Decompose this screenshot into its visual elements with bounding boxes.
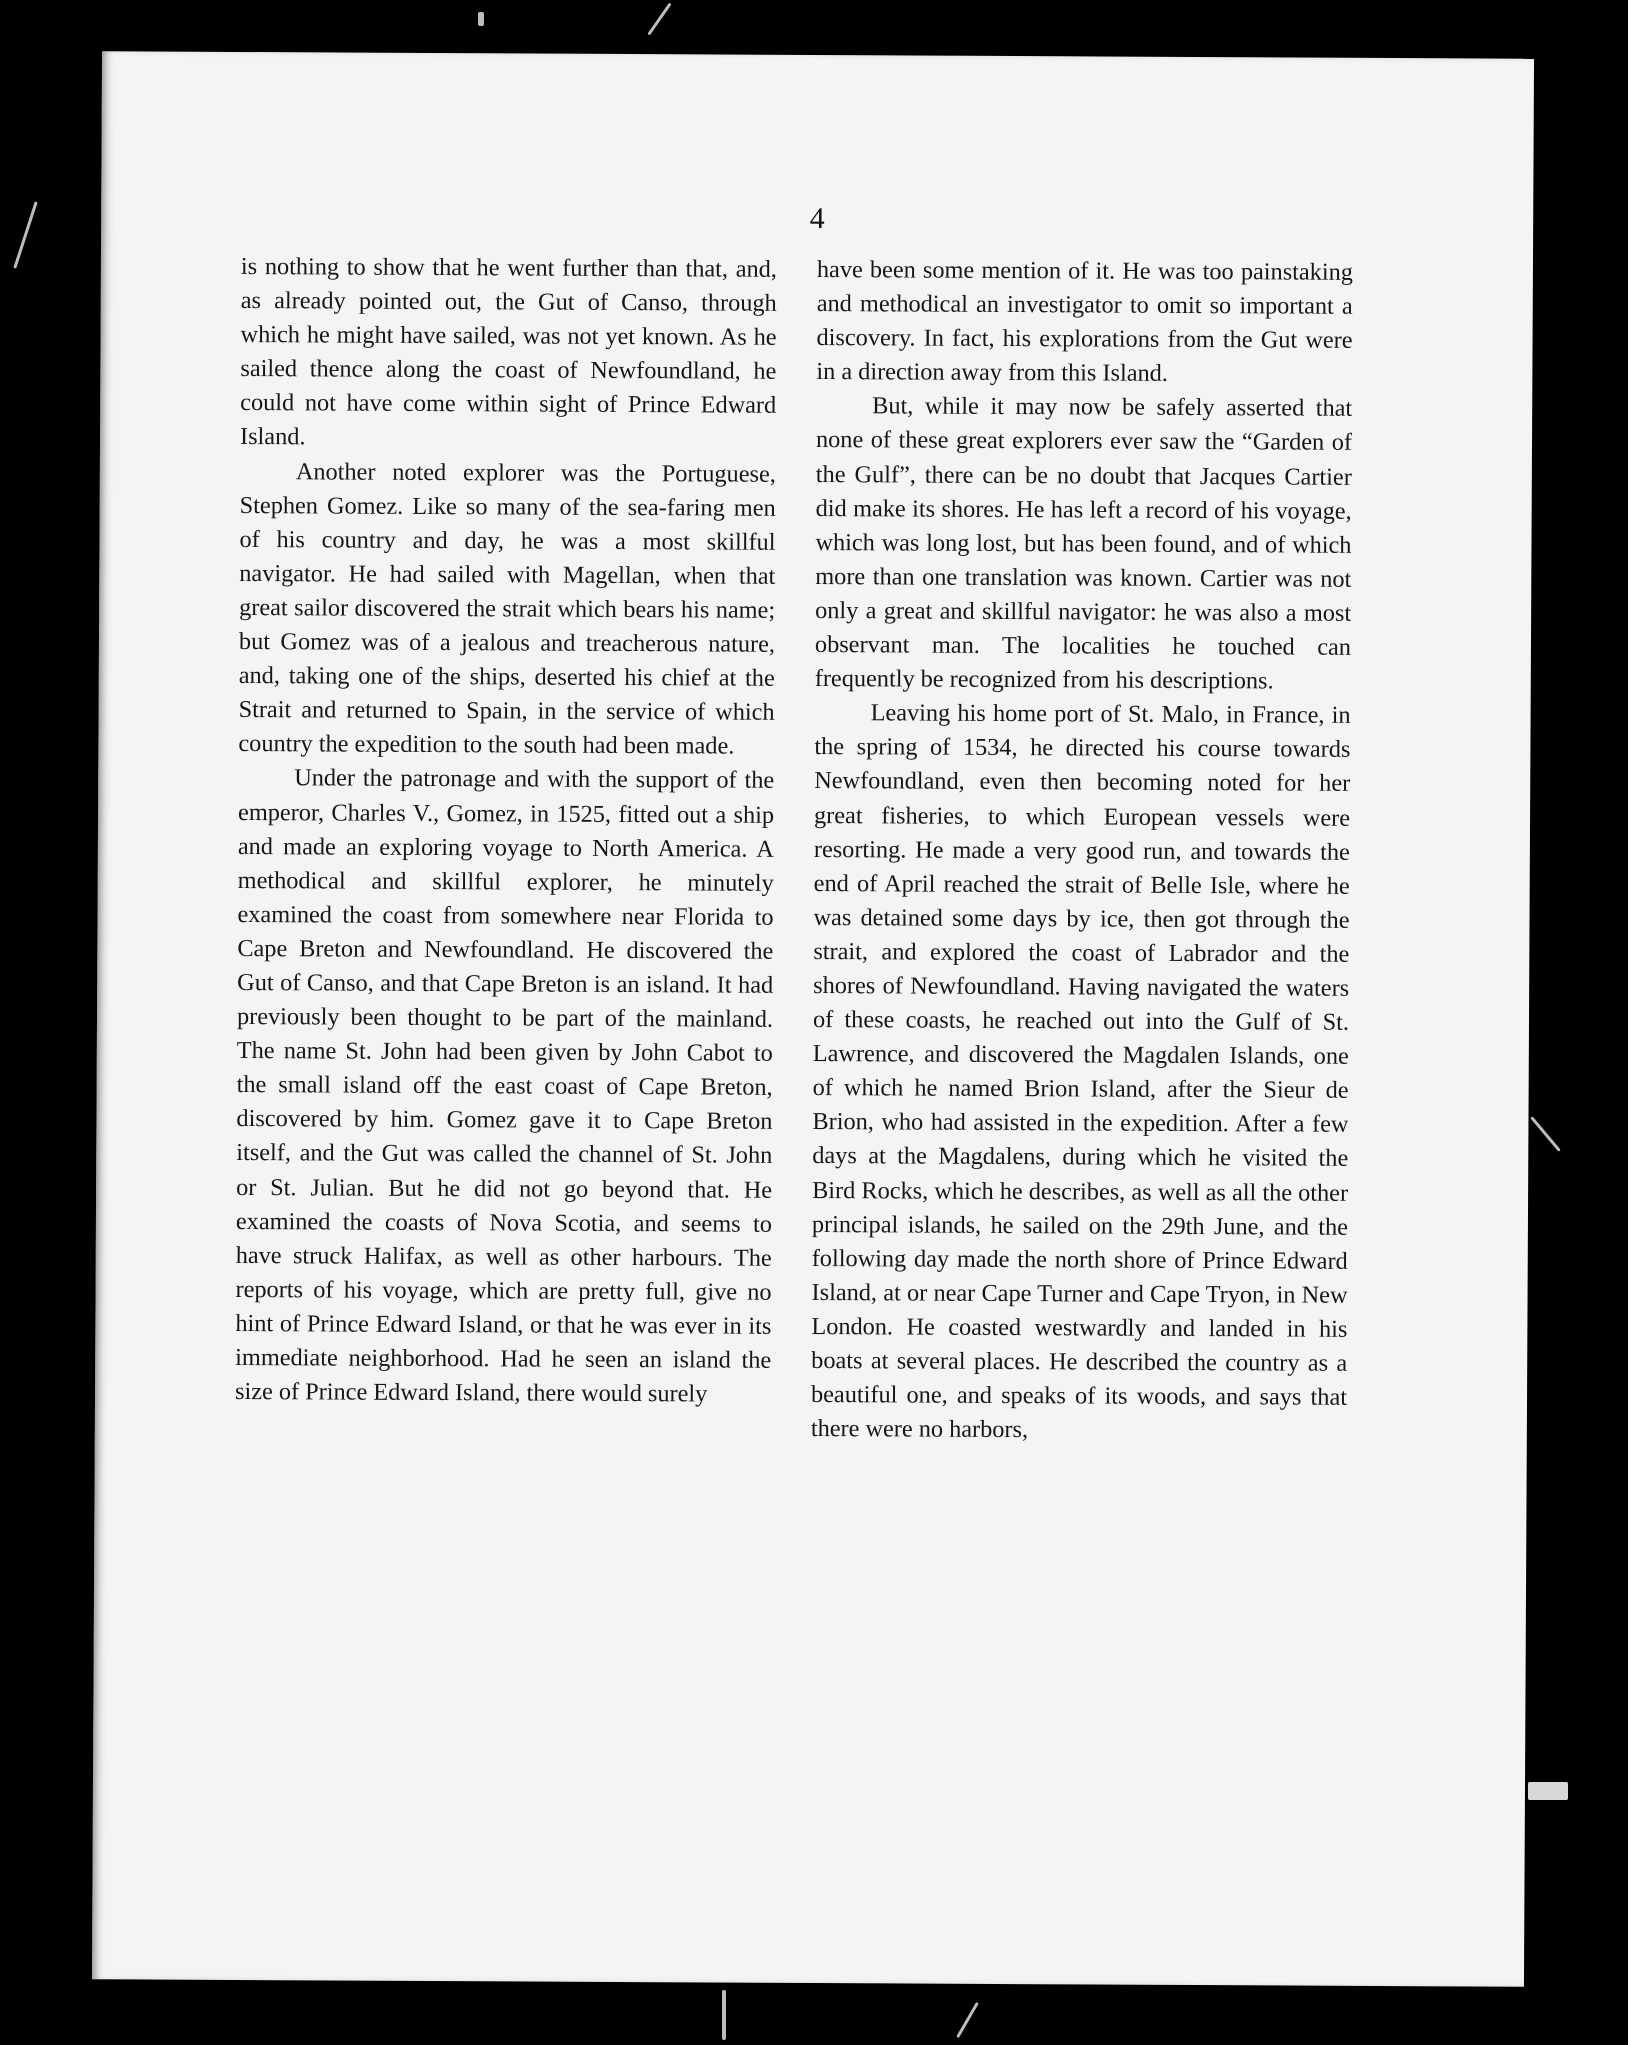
scan-artifact [647, 3, 671, 36]
scan-artifact [1530, 1116, 1561, 1152]
scan-artifact [722, 1990, 726, 2040]
paragraph: is nothing to show that he went further than that, and, as already pointed out, the Gut of Canso, through which he might have sailed, was not yet known. As he sailed thence along the coast of Newfoundland, he could not have come within sight of Prince Edward Island. [239, 252, 777, 451]
paragraph: have been some mention of it. He was too painstaking and methodical an investigator to omit so important a discovery. In fact, his explorations from the Gut were in a direction away from this Island. [816, 256, 1353, 388]
document-page [92, 51, 1534, 1986]
scan-artifact [1528, 1782, 1568, 1800]
paragraph: Under the patronage and with the support of the emperor, Charles V., Gomez, in 1525, fitted out a ship and made an exploring voyage to North America. A methodical and skillful explorer, he minutely examined the coast from somewhere near Florida to Cape Breton and Newfoundland. He discovered the Gut of Canso, and that Cape Breton is an island. It had previously been thought to be part of the mainland. The name St. John had been given by John Cabot to the small island off the east coast of Cape Breton, discovered by him. Gomez gave it to Cape Breton itself, and the Gut was called the channel of St. John or St. Julian. But he did not go beyond that. He examined the coasts of Nova Scotia, and seems to have struck Halifax, as well as other harbours. The reports of his voyage, which are pretty full, give no hint of Prince Edward Island, or that he was ever in its immediate neighborhood. Had he seen an island the size of Prince Edward Island, there would surely [234, 764, 775, 1408]
right-column [811, 253, 1353, 1449]
page-number: 4 [809, 201, 825, 236]
scan-artifact [13, 201, 37, 269]
paragraph: Another noted explorer was the Portuguese, Stephen Gomez. Like so many of the sea-faring men of his country and day, he was a most skillful navigator. He had sailed with Magellan, when that great sailor discovered the strait which bears his name; but Gomez was of a jealous and treacherous nature, and, taking one of the ships, deserted his chief at the Strait and returned to Spain, in the service of which country the expedition to the south had been made. [238, 457, 776, 760]
paragraph: Leaving his home port of St. Malo, in France, in the spring of 1534, he directed his course towards Newfoundland, even then becoming noted for her great fisheries, to which European vessels were resorting. He made a very good run, and towards the end of April reached the strait of Belle Isle, where he was detained some days by ice, then got through the strait, and explored the coast of Labrador and the shores of Newfoundland. Having navigated the waters of these coasts, he reached out into the Gulf of St. Lawrence, and discovered the Magdalen Islands, one of which he named Brion Island, after the Sieur de Brion, who had assisted in the expedition. After a few days at the Magdalens, during which he visited the Bird Rocks, which he describes, as well as all the other principal islands, he sailed on the 29th June, and the following day made the north shore of Prince Edward Island, at or near Cape Turner and Cape Tryon, in New London. He coasted westwardly and landed in his boats at several places. He described the country as a beautiful one, and speaks of its woods, and says that there were no harbors, [810, 699, 1351, 1444]
paragraph: But, while it may now be safely asserted that none of these great explorers ever saw the “Garden of the Gulf”, there can be no doubt that Jacques Cartier did make its shores. He has left a record of his voyage, which was long lost, but has been found, and of which more than one translation was known. Cartier was not only a great and skillful navigator: he was also a most observant man. The localities he touched can frequently be recognized from his descriptions. [814, 392, 1353, 695]
left-column [235, 250, 777, 1412]
scan-artifact [956, 2002, 979, 2038]
scan-artifact [478, 12, 484, 26]
